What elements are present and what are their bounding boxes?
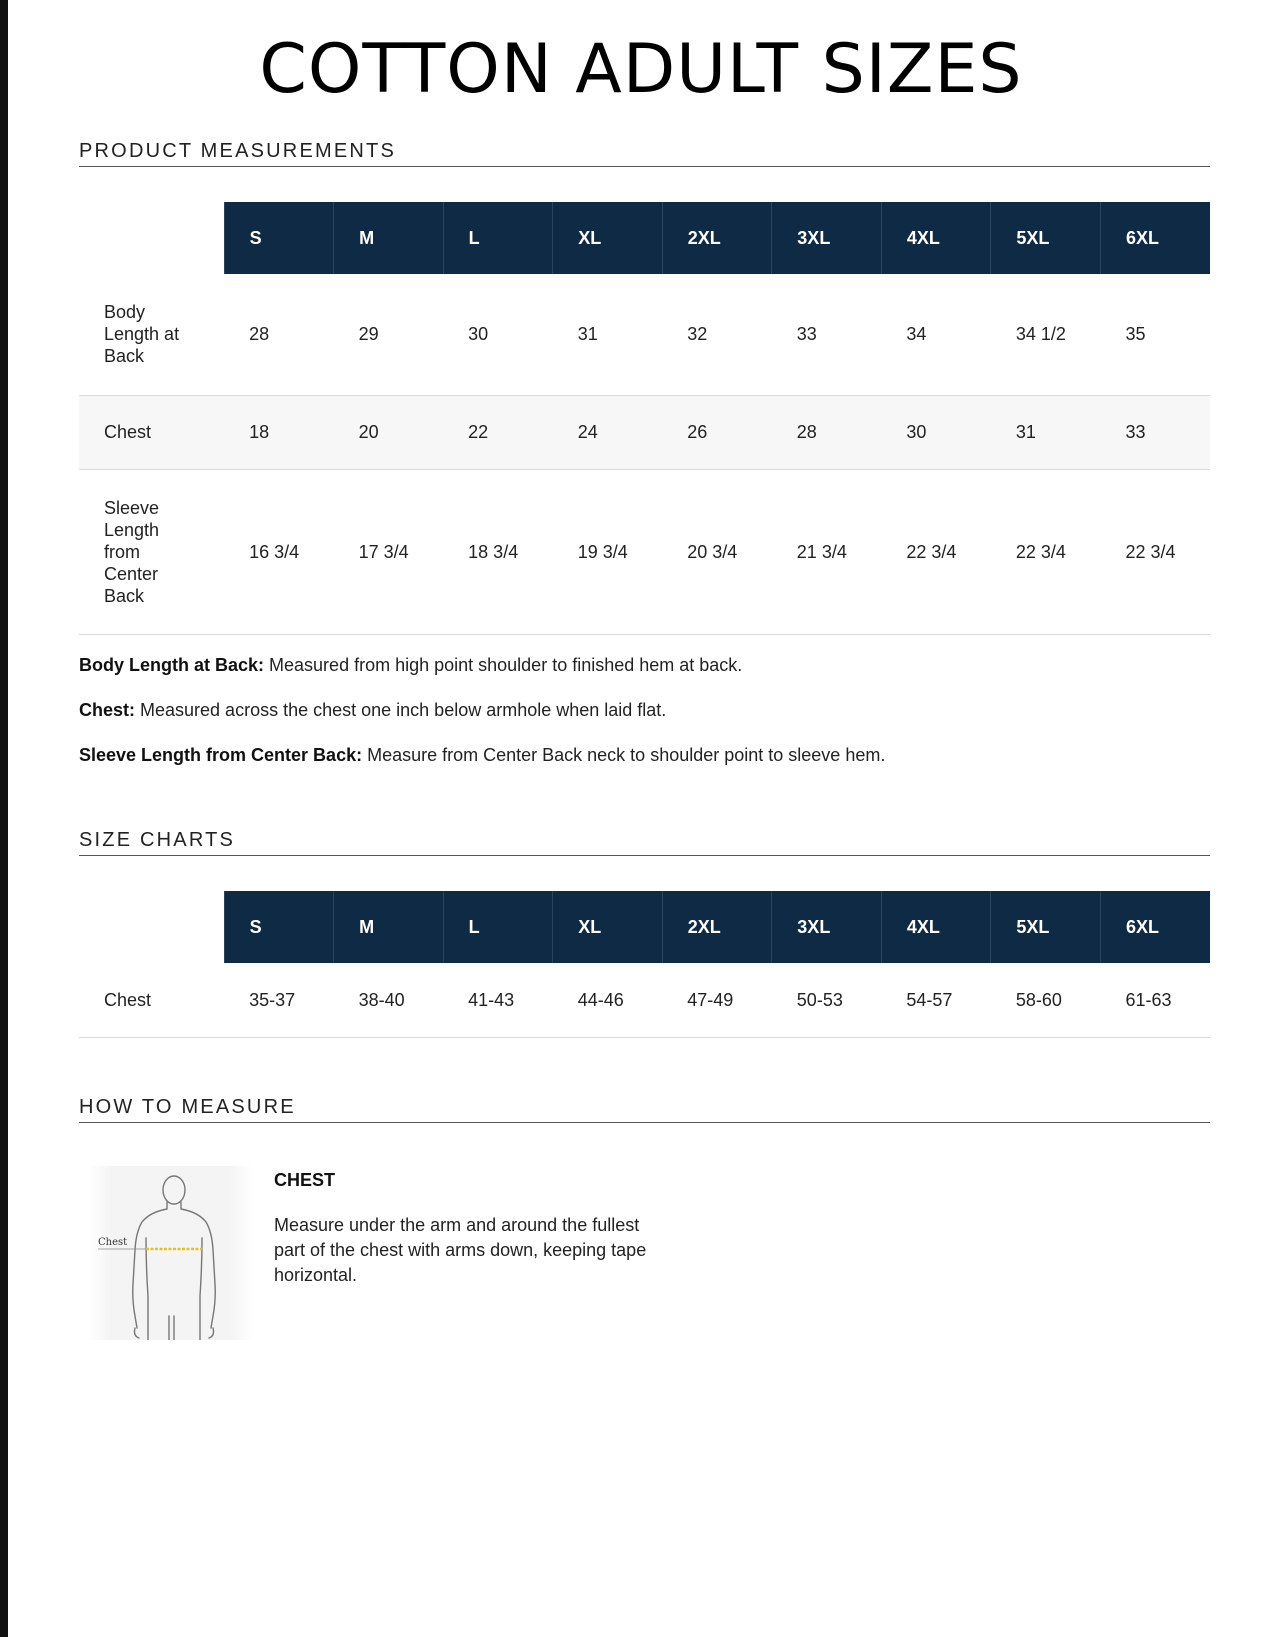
size-header-3xl: 3XL — [772, 202, 882, 274]
size-header-4xl: 4XL — [881, 202, 991, 274]
how-to-measure-text — [274, 1170, 654, 1288]
note-text: Measured across the chest one inch below armhole when laid flat. — [135, 700, 667, 720]
note-text: Measure from Center Back neck to shoulder point to sleeve hem. — [362, 745, 886, 765]
note-term: Chest: — [79, 700, 136, 720]
size-header-5xl: 5XL — [991, 891, 1101, 963]
header-blank-cell — [79, 202, 224, 274]
size-header-xl: XL — [553, 202, 663, 274]
table-cell: 31 — [553, 274, 663, 395]
size-header-row — [79, 202, 1210, 274]
table-cell: 61-63 — [1100, 963, 1210, 1037]
size-header-m: M — [334, 891, 444, 963]
size-header-2xl: 2XL — [662, 202, 772, 274]
figure-chest-label: Chest — [98, 1237, 128, 1248]
note-chest — [79, 698, 1210, 722]
size-header-m: M — [334, 202, 444, 274]
table-cell: 35 — [1100, 274, 1210, 395]
size-header-5xl: 5XL — [991, 202, 1101, 274]
note-sleeve-length — [79, 743, 1210, 767]
row-label-body-length — [79, 274, 224, 395]
header-blank-cell — [79, 891, 224, 963]
body-outline-illustration — [88, 1166, 254, 1340]
table-cell: 22 — [443, 395, 553, 469]
table-cell: 31 — [991, 395, 1101, 469]
table-cell: 33 — [772, 274, 882, 395]
section-heading-product-measurements: PRODUCT MEASUREMENTS — [79, 140, 1210, 167]
table-cell: 38-40 — [334, 963, 444, 1037]
product-measurements-table — [79, 202, 1210, 635]
size-header-3xl: 3XL — [772, 891, 882, 963]
note-term: Body Length at Back: — [79, 655, 265, 675]
table-cell: 44-46 — [553, 963, 663, 1037]
note-text: Measured from high point shoulder to finished hem at back. — [264, 655, 743, 675]
chest-measurement-figure — [88, 1166, 254, 1340]
measure-title: CHEST — [274, 1170, 336, 1190]
section-heading-size-charts: SIZE CHARTS — [79, 829, 1210, 856]
measure-instructions: Measure under the arm and around the fullest part of the chest with arms down, keeping tape horizontal. — [274, 1215, 647, 1285]
size-header-l: L — [443, 891, 553, 963]
measurement-notes — [79, 653, 1210, 788]
table-cell: 16 3/4 — [224, 469, 334, 634]
table-cell: 22 3/4 — [1100, 469, 1210, 634]
table-cell: 17 3/4 — [334, 469, 444, 634]
table-cell: 34 — [881, 274, 991, 395]
table-cell: 33 — [1100, 395, 1210, 469]
table-cell: 35-37 — [224, 963, 334, 1037]
note-body-length — [79, 653, 1210, 677]
table-cell: 29 — [334, 274, 444, 395]
table-row-sleeve-length — [79, 469, 1210, 634]
table-cell: 34 1/2 — [991, 274, 1101, 395]
row-label-text: Body Length at Back — [104, 302, 180, 367]
table-cell: 30 — [443, 274, 553, 395]
table-cell: 22 3/4 — [991, 469, 1101, 634]
size-header-s: S — [224, 891, 334, 963]
table-cell: 19 3/4 — [553, 469, 663, 634]
table-cell: 20 — [334, 395, 444, 469]
size-header-l: L — [443, 202, 553, 274]
table-cell: 21 3/4 — [772, 469, 882, 634]
page-title: COTTON ADULT SIZES — [259, 30, 1023, 109]
table-cell: 18 3/4 — [443, 469, 553, 634]
table-cell: 28 — [772, 395, 882, 469]
table-cell: 22 3/4 — [881, 469, 991, 634]
table-cell: 58-60 — [991, 963, 1101, 1037]
table-row-body-length — [79, 274, 1210, 395]
size-header-xl: XL — [553, 891, 663, 963]
left-edge-border — [0, 0, 8, 1637]
row-label-text: Chest — [104, 422, 152, 442]
size-header-2xl: 2XL — [662, 891, 772, 963]
table-cell: 50-53 — [772, 963, 882, 1037]
size-header-row — [79, 891, 1210, 963]
size-header-6xl: 6XL — [1100, 891, 1210, 963]
table-cell: 32 — [662, 274, 772, 395]
size-header-4xl: 4XL — [881, 891, 991, 963]
size-charts-table — [79, 891, 1210, 1038]
table-cell: 24 — [553, 395, 663, 469]
size-header-6xl: 6XL — [1100, 202, 1210, 274]
table-row-chest-range — [79, 963, 1210, 1037]
section-heading-how-to-measure: HOW TO MEASURE — [79, 1096, 1210, 1123]
table-cell: 47-49 — [662, 963, 772, 1037]
table-cell: 20 3/4 — [662, 469, 772, 634]
table-cell: 54-57 — [881, 963, 991, 1037]
note-term: Sleeve Length from Center Back: — [79, 745, 363, 765]
table-cell: 41-43 — [443, 963, 553, 1037]
row-label-chest: Chest — [79, 963, 224, 1037]
table-row-chest — [79, 395, 1210, 469]
table-cell: 28 — [224, 274, 334, 395]
row-label-text: Sleeve Length from Center Back — [104, 497, 160, 606]
row-label-sleeve-length — [79, 469, 224, 634]
table-cell: 30 — [881, 395, 991, 469]
row-label-chest — [79, 395, 224, 469]
size-header-s: S — [224, 202, 334, 274]
table-cell: 26 — [662, 395, 772, 469]
table-cell: 18 — [224, 395, 334, 469]
